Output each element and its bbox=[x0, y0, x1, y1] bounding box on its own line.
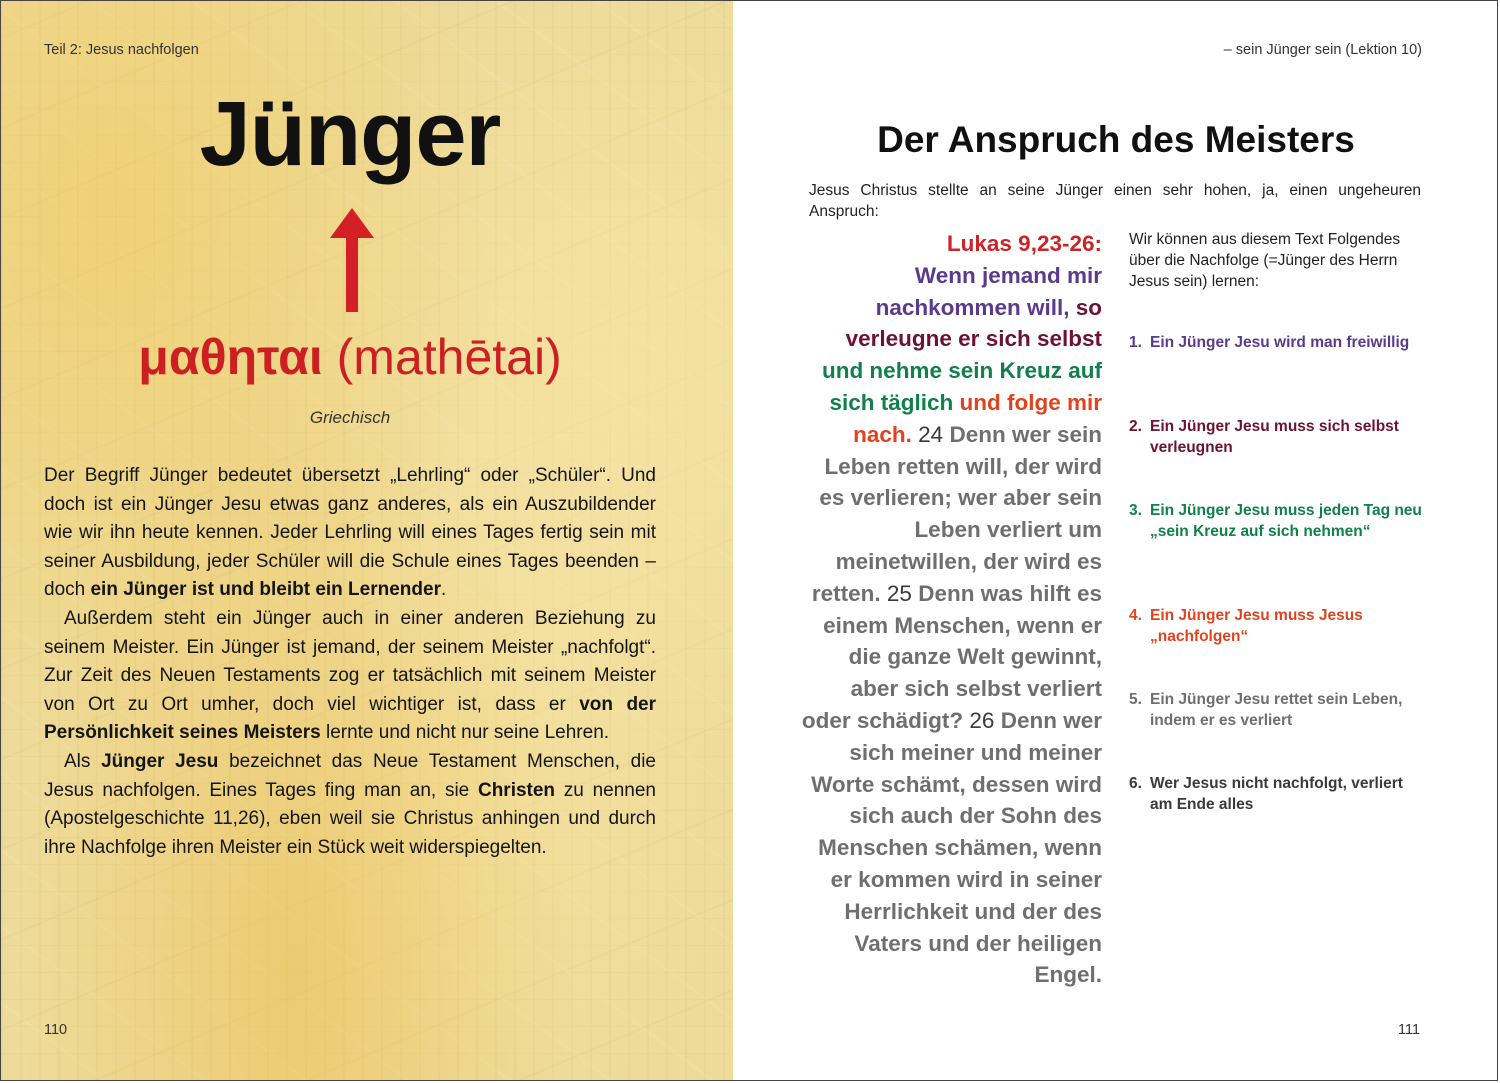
left-page-number: 110 bbox=[44, 1022, 68, 1038]
lesson-item: 5. Ein Jünger Jesu rettet sein Leben, indem er es verliert bbox=[1129, 691, 1403, 729]
verse-segment-follow: und folge mir nach. bbox=[853, 389, 1102, 447]
lesson-item: 2. Ein Jünger Jesu muss sich selbst verleugnen bbox=[1129, 418, 1399, 456]
lesson-item: 6. Wer Jesus nicht nachfolgt, verliert am Ende alles bbox=[1129, 775, 1403, 813]
greek-word: μαθηται bbox=[138, 329, 323, 385]
verse-segment-deny: so verleugne er sich selbst bbox=[845, 294, 1102, 352]
bible-verse bbox=[800, 228, 1102, 991]
paragraph-1: Der Begriff Jünger bedeutet übersetzt „Lehrling“ oder „Schüler“. Und doch ist ein Jünger Jesu etwas ganz anderes, als ein Auszubildender wie wir ihn heute kennen. Jeder Lehrling will eines Tages fertig sein mit seiner Ausbildung, jeder Schüler will die Schule eines Tages beenden – doch ein Jünger ist und bleibt ein Lernender. bbox=[44, 465, 656, 601]
lesson-item: 4. Ein Jünger Jesu muss Jesus „nachfolgen“ bbox=[1129, 607, 1363, 645]
verse-segment-will: Wenn jemand mir nachkommen will, bbox=[875, 262, 1102, 320]
intro-text: Jesus Christus stellte an seine Jünger einen sehr hohen, ja, einen ungeheuren Anspruch: bbox=[809, 182, 1421, 220]
language-label: Griechisch bbox=[309, 408, 391, 427]
verse-reference: Lukas 9,23-26: bbox=[946, 231, 1102, 256]
left-running-head: Teil 2: Jesus nachfolgen bbox=[44, 42, 199, 58]
lessons-intro: Wir können aus diesem Text Folgendes über die Nachfolge (=Jünger des Herrn Jesus sein) lernen: bbox=[1129, 231, 1401, 290]
transliteration: (mathētai) bbox=[336, 329, 562, 385]
headword: Jünger bbox=[199, 83, 501, 185]
verse-segment-25: Denn was hilft es einem Menschen, wenn er die ganze Welt gewinnt, aber sich selbst verliert oder schädigt? bbox=[801, 580, 1102, 733]
right-running-head: – sein Jünger sein (Lektion 10) bbox=[1223, 42, 1422, 58]
greek-term bbox=[0, 330, 700, 385]
lesson-item: 1. Ein Jünger Jesu wird man freiwillig bbox=[1129, 334, 1410, 351]
lesson-item: 3. Ein Jünger Jesu muss jeden Tag neu „sein Kreuz auf sich nehmen“ bbox=[1129, 502, 1422, 540]
paragraph-3: Als Jünger Jesu bezeichnet das Neue Testament Menschen, die Jesus nachfolgen. Eines Tages fing man an, sie Christen zu nennen (Apostelgeschichte 11,26), eben weil sie Christus anhingen und durch ihre Nachfolge ihren Meister ein Stück weit widerspiegelten. bbox=[44, 750, 656, 858]
verse-segment-26: Denn wer sich meiner und meiner Worte schämt, dessen wird sich auch der Sohn des Menschen schämen, wenn er kommen wird in seiner Herrlichkeit und der des Vaters und der heiligen Engel. bbox=[811, 707, 1102, 988]
paragraph-2: Außerdem steht ein Jünger auch in einer anderen Beziehung zu seinem Meister. Ein Jünger ist jemand, der seinem Meister „nachfolgt“. Zur Zeit des Neuen Testaments zog er tatsächlich mit seinem Meister von Ort zu Ort umher, doch viel wichtiger ist, dass er von der Persönlichkeit seines Meisters lernte und nicht nur seine Lehren. bbox=[44, 607, 657, 744]
verse-segment-24: Denn wer sein Leben retten will, der wird es verlieren; wer aber sein Leben verliert um meinetwillen, der wird es retten. bbox=[811, 421, 1102, 606]
verse-number: 24 bbox=[918, 421, 944, 447]
right-page-number: 111 bbox=[1398, 1022, 1421, 1038]
verse-number: 25 bbox=[886, 580, 912, 606]
definition-text bbox=[44, 462, 656, 862]
verse-number: 26 bbox=[969, 707, 995, 733]
page-title: Der Anspruch des Meisters bbox=[877, 119, 1355, 160]
up-arrow-icon bbox=[328, 208, 376, 312]
verse-segment-cross: und nehme sein Kreuz auf sich täglich bbox=[821, 358, 1102, 415]
